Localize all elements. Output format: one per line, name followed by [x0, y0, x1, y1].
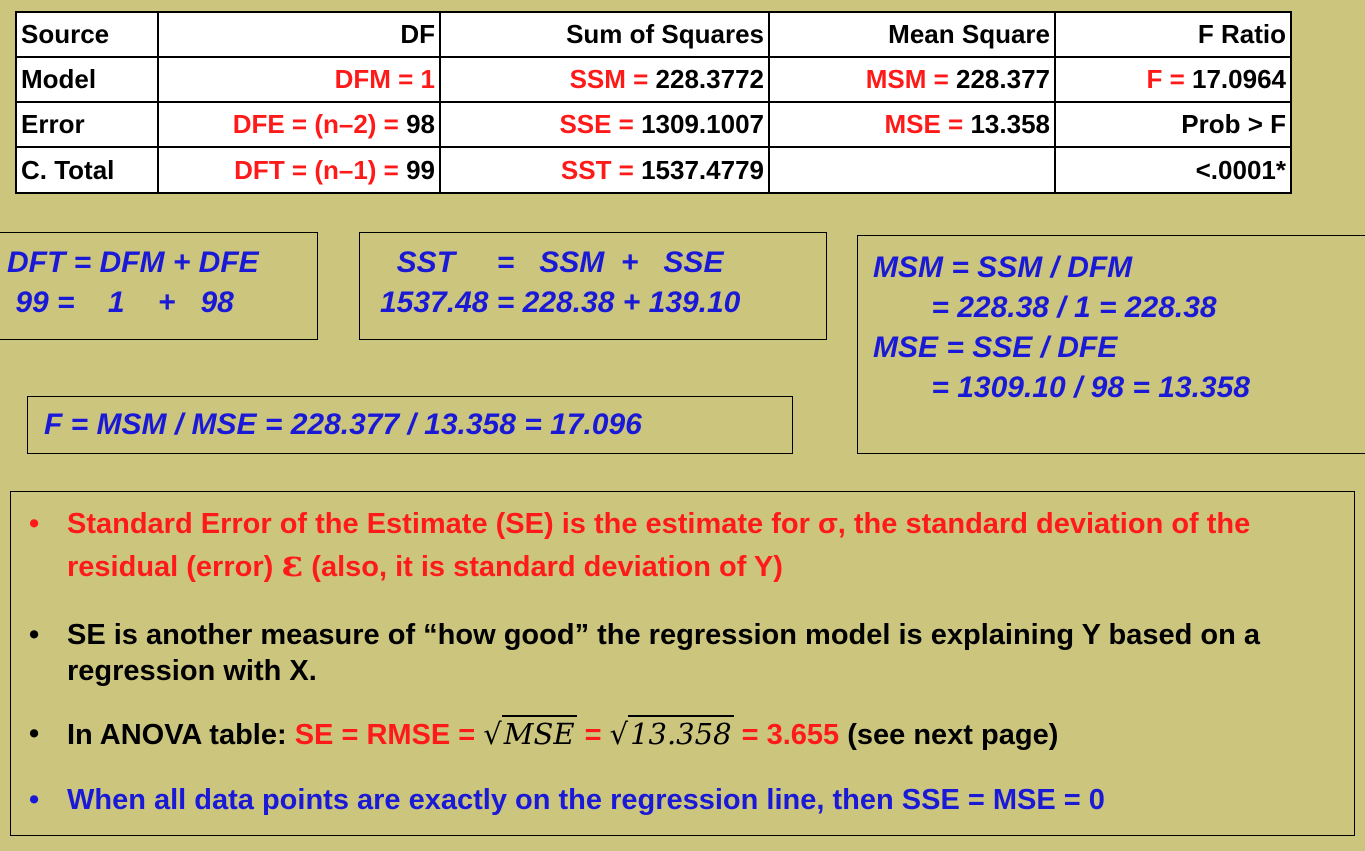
table-row-error	[16, 102, 1291, 147]
cell-ss	[440, 147, 769, 193]
msm-formula-values: = 228.38 / 1 = 228.38	[873, 291, 1217, 324]
header-mean-square: Mean Square	[769, 12, 1055, 57]
bullet-text-part1: Standard Error of the Estimate (SE) is the estimate for σ, the standard deviation of the residual (error)	[67, 508, 1251, 583]
df-formula-values: 99 = 1 + 98	[7, 286, 234, 319]
mse-formula-line: MSE = SSE / DFE	[873, 331, 1118, 364]
se-result: = 3.655	[733, 719, 840, 751]
mse-formula-values: = 1309.10 / 98 = 13.358	[873, 371, 1250, 404]
cell-f	[1055, 57, 1291, 102]
sqrt-mse	[483, 715, 576, 751]
ss-value: 1537.4779	[641, 154, 764, 185]
sqrt-sign: √	[483, 717, 502, 751]
bullet-tail: (see next page)	[839, 719, 1059, 751]
table-header-row	[16, 12, 1291, 57]
ss-label: SSE =	[559, 109, 642, 139]
ss-label: SSM =	[569, 64, 656, 94]
sqrt-radicand: 13.358	[630, 717, 732, 751]
cell-ms	[769, 57, 1055, 102]
cell-df	[158, 102, 440, 147]
f-value: 17.0964	[1192, 64, 1286, 94]
df-label: DFT = (n–1) =	[234, 154, 407, 185]
f-formula-box	[27, 396, 793, 454]
bullet-text-part2: (also, it is standard deviation of Y)	[303, 551, 783, 583]
f-label: F =	[1146, 64, 1193, 94]
cell-ms	[769, 147, 1055, 193]
ss-formula-box	[359, 232, 827, 340]
cell-ss	[440, 102, 769, 147]
ms-label: MSE =	[884, 109, 971, 139]
ss-formula-values: 1537.48 = 228.38 + 139.10	[380, 286, 741, 319]
se-rmse-label: SE = RMSE =	[294, 719, 484, 751]
cell-f	[1055, 102, 1291, 147]
df-value: 99	[406, 154, 435, 185]
cell-ms	[769, 102, 1055, 147]
df-value: 98	[406, 109, 435, 139]
df-formula-line: DFT = DFM + DFE	[7, 246, 259, 279]
notes-box	[10, 491, 1355, 836]
sqrt-sign: √	[609, 717, 629, 751]
cell-df	[158, 57, 440, 102]
table-row-model	[16, 57, 1291, 102]
bullet-dot: •	[29, 784, 40, 816]
bullet-text	[67, 504, 1349, 587]
ms-label: MSM =	[865, 64, 957, 94]
header-sum-of-squares: Sum of Squares	[440, 12, 769, 57]
sqrt-value	[610, 715, 734, 751]
ms-value: 13.358	[970, 109, 1050, 139]
epsilon-symbol: ε	[281, 543, 304, 585]
ss-value: 1309.1007	[641, 109, 764, 139]
f-formula-line: F = MSM / MSE = 228.377 / 13.358 = 17.096	[44, 408, 642, 441]
bullet-standard-error	[29, 504, 1349, 587]
bullet-intro: In ANOVA table:	[67, 719, 295, 751]
msm-formula-line: MSM = SSM / DFM	[873, 251, 1133, 284]
equals-sign: =	[576, 719, 610, 751]
df-label: DFM = 1	[334, 64, 435, 94]
cell-source: C. Total	[16, 147, 158, 193]
header-source: Source	[16, 12, 158, 57]
header-f-ratio: F Ratio	[1055, 12, 1291, 57]
bullet-text	[67, 714, 1349, 755]
df-label: DFE = (n–2) =	[232, 109, 407, 139]
bullet-se-measure	[29, 617, 1349, 689]
ss-value: 228.3772	[655, 64, 764, 94]
df-formula-box	[0, 232, 318, 340]
f-value: <.0001*	[1195, 154, 1286, 185]
bullet-text: When all data points are exactly on the regression line, then SSE = MSE = 0	[67, 784, 1105, 816]
bullet-text: SE is another measure of “how good” the regression model is explaining Y based on a regression with X.	[67, 619, 1261, 687]
bullet-perfect-fit	[29, 780, 1349, 820]
table-row-total	[16, 147, 1291, 193]
anova-table	[15, 11, 1292, 194]
cell-f	[1055, 147, 1291, 193]
ms-formula-box	[857, 235, 1365, 454]
bullet-dot: •	[29, 508, 40, 540]
cell-source: Model	[16, 57, 158, 102]
bullet-dot: •	[29, 619, 40, 651]
cell-df	[158, 147, 440, 193]
bullet-dot: •	[29, 718, 40, 750]
ms-value: 228.377	[956, 64, 1050, 94]
bullet-anova-se	[29, 714, 1349, 755]
cell-ss	[440, 57, 769, 102]
ss-formula-line: SST = SSM + SSE	[380, 246, 724, 279]
sqrt-radicand: MSE	[503, 717, 575, 751]
ss-label: SST =	[560, 154, 642, 185]
header-df: DF	[158, 12, 440, 57]
f-value: Prob > F	[1181, 109, 1286, 139]
cell-source: Error	[16, 102, 158, 147]
